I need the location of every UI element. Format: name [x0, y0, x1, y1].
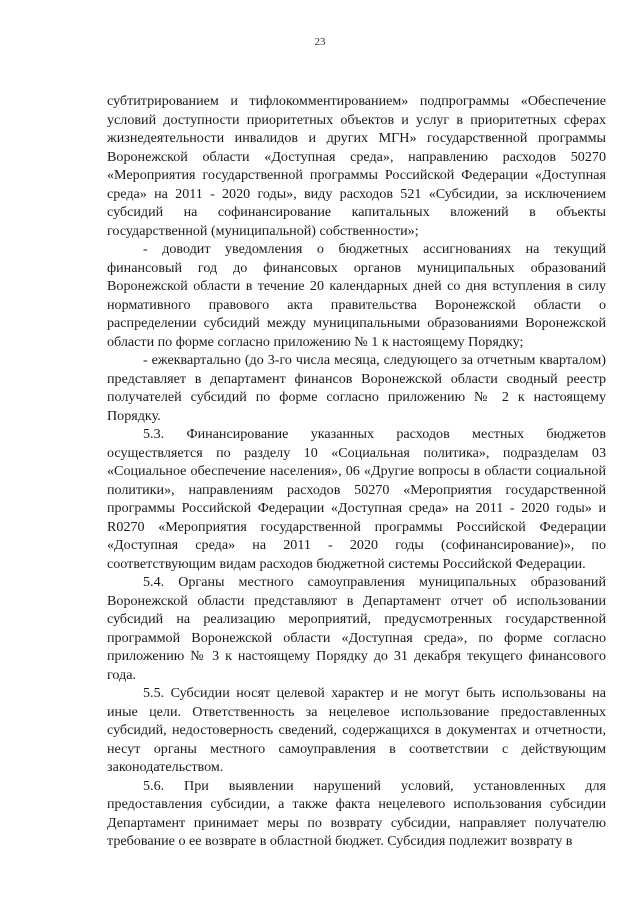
- paragraph-5-4: 5.4. Органы местного самоуправления муниципальных образований Воронежской области представляют в Департамент отчет об использовании субсидий на реализацию мероприятий, предусмотренных государственной программой Воронежской области «Доступная среда», по форме согласно приложению № 3 к настоящему Порядку до 31 декабря текущего финансового года.: [107, 574, 606, 683]
- paragraph-5-6: 5.6. При выявлении нарушений условий, установленных для предоставления субсидии, а также факта нецелевого использования субсидии Департамент принимает меры по возврату субсидии, направляет получателю требование о ее возврате в областной бюджет. Субсидия подлежит возврату в: [107, 777, 606, 849]
- paragraph-quarterly-registry: - ежеквартально (до 3-го числа месяца, следующего за отчетным кварталом) представляет в департамент финансов Воронежской области сводный реестр получателей субсидий по форме согласно приложению № 2 к настоящему Порядку.: [107, 352, 606, 424]
- paragraph-5-5: 5.5. Субсидии носят целевой характер и не могут быть использованы на иные цели. Ответственность за нецелевое использование предоставленных субсидий, недостоверность сведений, содержащихся в документах и отчетности, несут органы местного самоуправления в соответствии с действующим законодательством.: [107, 685, 606, 775]
- document-body: [107, 92, 606, 851]
- paragraph-continuation: субтитрированием и тифлокомментированием» подпрограммы «Обеспечение условий доступности приоритетных объектов и услуг в приоритетных сферах жизнедеятельности инвалидов и других МГН» государственной программы Воронежской области «Доступная среда», направлению расходов 50270 «Мероприятия государственной программы Российской Федерации «Доступная среда» на 2011 - 2020 годы», виду расходов 521 «Субсидии, за исключением субсидий на софинансирование капитальных вложений в объекты государственной (муниципальной) собственности»;: [107, 93, 606, 239]
- page-number: 23: [314, 36, 326, 48]
- paragraph-notification-duty: - доводит уведомления о бюджетных ассигнованиях на текущий финансовый год до финансовых органов муниципальных образований Воронежской области в течение 20 календарных дней со дня вступления в силу нормативного правового акта правительства Воронежской области о распределении субсидий между муниципальными образованиями Воронежской области по форме согласно приложению № 1 к настоящему Порядку;: [107, 241, 606, 350]
- paragraph-5-3: 5.3. Финансирование указанных расходов местных бюджетов осуществляется по разделу 10 «Социальная политика», подразделам 03 «Социальное обеспечение населения», 06 «Другие вопросы в области социальной политики», направлениям расходов 50270 «Мероприятия государственной программы Российской Федерации «Доступная среда» на 2011 - 2020 годы» и R0270 «Мероприятия государственной программы Российской Федерации «Доступная среда» на 2011 - 2020 годы (софинансирование)», по соответствующим видам расходов бюджетной системы Российской Федерации.: [107, 426, 606, 572]
